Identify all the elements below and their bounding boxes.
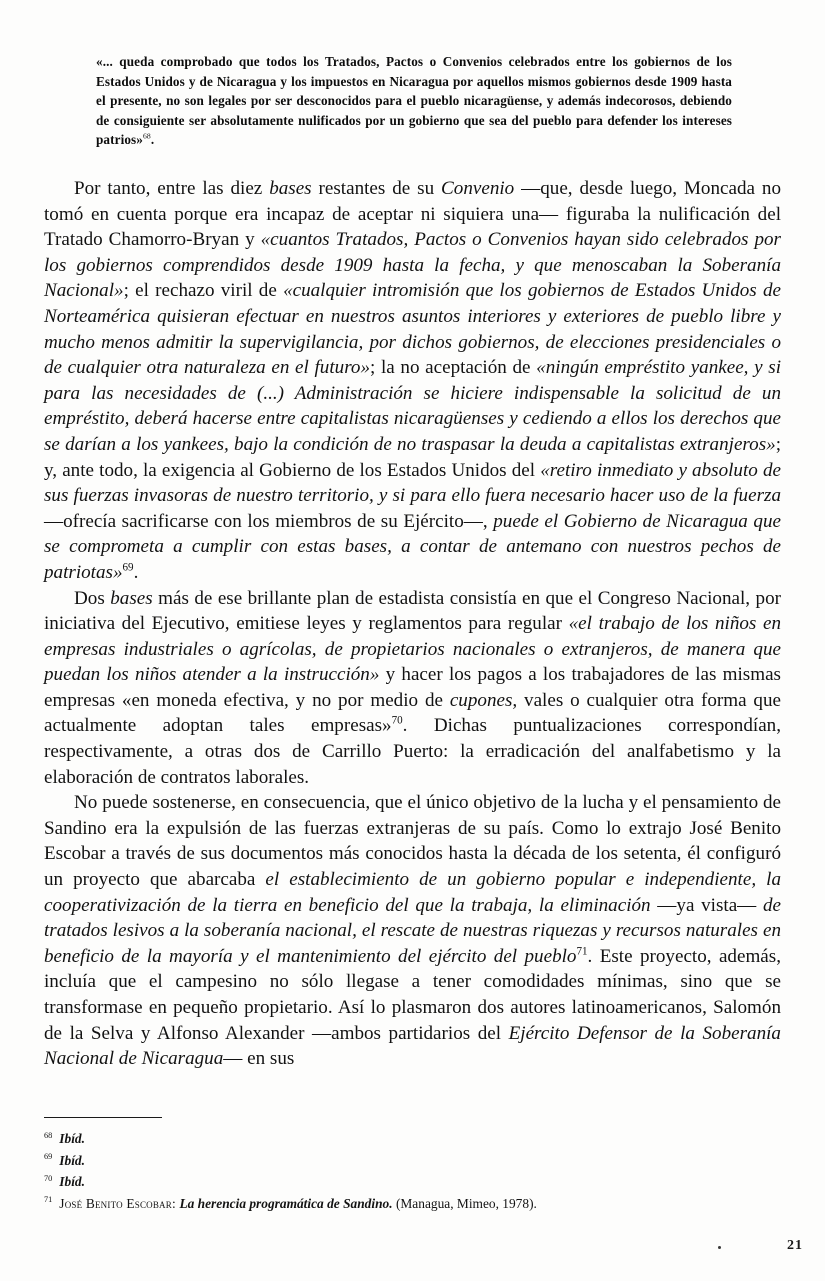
roman-run: vales o cualquier otra forma que actualmente adoptan tales empresas» [44,689,781,737]
footnote-number: 69 [44,1152,53,1162]
italic-run: «cualquier intromisión que los gobiernos de Estados Unidos de Norteamérica quisieran efectuar en nuestros asuntos interiores y exteriores de pueblo libre y mucho menos admitir la supervigilancia, por dichos gobiernos, de elecciones presidenciales o de cualquier otra naturaleza en el futuro» [44,280,781,379]
footnote-number: 71 [44,1195,53,1205]
footnote-title: La herencia programática de Sandino. [179,1195,393,1211]
blockquote-text: «... queda comprobado que todos los Tratados, Pactos o Convenios celebrados entre los gobiernos de los Estados Unidos y de Nicaragua y los impuestos en Nicaragua por aquellos mismos gobiernos desde 1909 hasta el presente, no son legales por ser desconocidos para el pueblo nicaragüense, y además indecorosos, debiendo de consiguiente ser absolutamente nulificados por un gobierno que sea del pueblo para defender los intereses patrios» [96,54,732,148]
italic-run: puede el Gobierno de Nicaragua que se comprometa a cumplir con estas bases, a contar de antemano con nuestros pechos de patriotas» [44,510,781,583]
paragraph-1 [44,176,781,586]
roman-run: más de ese brillante plan de estadista consistía en que el Congreso Nacional, por iniciativa del Ejecutivo, emitiese leyes y reglamentos para regular [44,587,781,635]
scan-speck [718,1246,721,1249]
footnote-text: Ibíd. [59,1131,85,1146]
footnote-item [44,1150,744,1172]
roman-run: —ya vista— [657,894,763,916]
paragraph-2 [44,586,781,791]
italic-run: el establecimiento de un gobierno popular e independiente, la cooperativización de la tierra en beneficio del que la trabaja, la eliminación [44,869,781,916]
roman-run: Dos [74,587,111,609]
roman-run: Por tanto, entre las diez [74,178,270,199]
italic-run: Ejército Defensor de la Soberanía Nacional de Nicaragua [44,1022,781,1070]
italic-run: «el trabajo de los niños en empresas industriales o agrícolas, de propietarios nacionales o extranjeros, de manera que puedan los niños atender a la instrucción» [44,613,782,686]
roman-run: restantes de su [311,178,442,199]
roman-run: —ofrecía sacrificarse con los miembros de su Ejército—, [44,510,494,532]
roman-run: . Dichas puntualizaciones correspondían, respectivamente, a otras dos de Carrillo Puerto: la erradicación del analfabetismo y la elaboración de contratos laborales. [44,715,781,788]
italic-run: «cuantos Tratados, Pactos o Convenios hayan sido celebrados por los gobiernos comprendidos desde 1909 hasta la fecha, y que menoscaban la Soberanía Nacional» [44,229,781,302]
italic-run: bases [269,178,312,199]
roman-run: No puede sostenerse, en consecuencia, que el único objetivo de la lucha y el pensamiento de Sandino era la expulsión de las fuerzas extranjeras de su país. Como lo extrajo José Benito Escobar a través de sus documentos más conocidos hasta la década de los setenta, él configuró un proyecto que abarcaba [44,792,781,891]
roman-run: y hacer los pagos a los trabajadores de las mismas empresas «en moneda efectiva, y no por medio de [44,664,781,711]
roman-run: . [133,561,139,583]
italic-run: cupones, [449,689,518,711]
italic-run: «retiro inmediato y absoluto de sus fuerzas invasoras de nuestro territorio, y si para ello fuera necesario hacer uso de la fuerza [44,459,781,507]
body-text-column [44,176,781,1072]
footnotes-block [44,1128,744,1214]
paragraph-3 [44,790,781,1072]
footnote-separator-rule [44,1117,162,1118]
roman-run: — en sus [223,1048,295,1070]
footnote-text: Ibíd. [59,1174,85,1189]
footnote-item [44,1171,744,1193]
footnote-publication-info: (Managua, Mimeo, 1978). [392,1195,537,1211]
italic-run: Convenio [441,178,515,199]
blockquote-quotation: «... queda comprobado que todos los Tratados, Pactos o Convenios celebrados entre los gobiernos de los Estados Unidos y de Nicaragua y los impuestos en Nicaragua por aquellos mismos gobiernos desde 1909 hasta el presente, no son legales por ser desconocidos para el pueblo nicaragüense, y además indecorosos, debiendo de consiguiente ser absolutamente nulificados por un gobierno que sea del pueblo para defender los intereses patrios»$^{68}$. [96,54,732,148]
roman-run: —que, desde luego, Moncada no tomó en cuenta porque era incapaz de aceptar ni siquiera una— figuraba la nulificación del Tratado Chamorro-Bryan y [44,178,781,251]
footnote-text: Ibíd. [59,1152,85,1168]
footnote-number: 68 [44,1130,53,1140]
italic-run: bases [110,587,153,609]
footnote-reference: 69 [122,561,134,574]
blockquote-note-ref: 68 [142,131,151,141]
italic-run: «ningún empréstito yankee, y si para las necesidades de (...) Administración se hiciere indispensable la solicitud de un empréstito, deberá hacerse entre capitalistas nicaragüenses y cediendo a ellos los derechos que se darían a los yankees, bajo la condición de no traspasar la deuda a capitalistas extranjeros» [44,357,781,455]
footnote-reference: 70 [391,715,403,728]
italic-run: de tratados lesivos a la soberanía nacional, el rescate de nuestras riquezas y recursos naturales en beneficio de la mayoría y el mantenimiento del ejército del pueblo [44,894,781,967]
roman-run: ; la no aceptación de [370,357,537,379]
roman-run: ; y, ante todo, la exigencia al Gobierno de los Estados Unidos del [44,433,781,481]
footnote-item [44,1128,744,1150]
footnote-item [44,1193,744,1215]
roman-run: . Este proyecto, además, incluía que el campesino no sólo llegase a tener comodidades mínimas, sino que se transformase en pequeño propietario. Así lo plasmaron dos autores latinoamericanos, Salomón de la Selva y Alfonso Alexander —ambos partidarios del [44,945,781,1044]
footnote-reference: 71 [576,945,588,958]
footnote-author: José Benito Escobar: [59,1195,180,1211]
roman-run: ; el rechazo viril de [123,280,284,302]
footnote-number: 70 [44,1173,53,1183]
page-number: 21 [787,1238,803,1253]
